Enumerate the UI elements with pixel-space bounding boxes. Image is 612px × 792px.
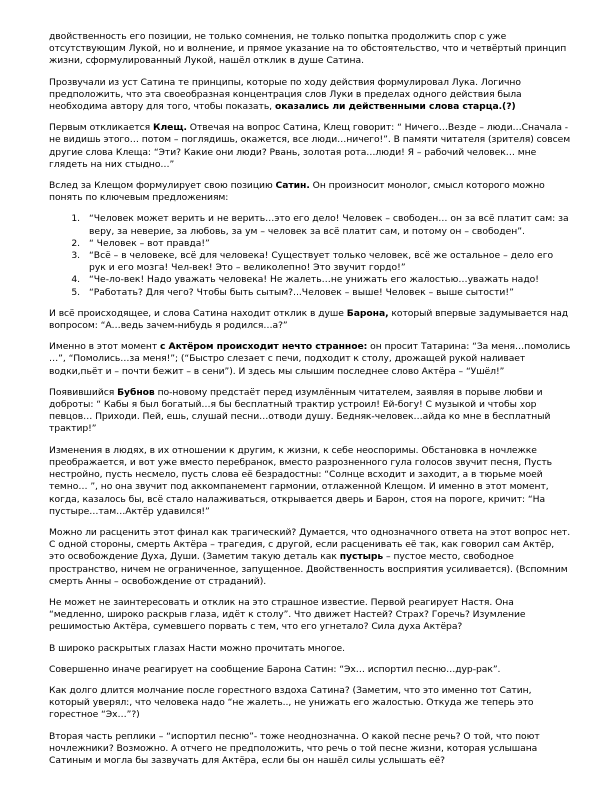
paragraph-text: Вторая часть реплики – “испортил песню”- тоже неоднозначна. О какой песне речь? О той, что поют ночлежники? Возможно. А отчего не предположить, что речь о той песне жизни, которая услышана Сатиным и могла бы зазвучать для Актёра, если бы он нашёл силы услышать её? (49, 730, 540, 766)
paragraph-p10 (49, 597, 571, 634)
text-section-before-list (49, 31, 571, 204)
paragraph-text: Не может не заинтересовать и отклик на это страшное известие. Первой реагирует Настя. Она “медленно, широко раскрыв глаза, идёт к столу”. Что движет Настей? Страх? Горечь? Изумление решимостью Актёра, сумевшего порвать с тем, что его угнетало? Сила духа Актёра? (49, 596, 526, 633)
paragraph-text: И всё происходящее, и слова Сатина находит отклик в душе (49, 307, 347, 319)
paragraph-text: Появившийся (49, 386, 118, 398)
list-item: 3. “Всё – в человеке, всё для человека! Существует только человек, всё же остальное – дело его рук и его мозга! Чел-век! Это – великолепно! Это звучит гордо!” (83, 250, 571, 274)
paragraph-p6 (49, 341, 571, 378)
paragraph-p3 (49, 122, 571, 171)
paragraph-text: Он произносит монолог, смысл которого можно понять по ключевым предложениям: (49, 180, 545, 204)
bold-text: Сатин. (275, 180, 310, 192)
bold-text: Клещ. (153, 122, 187, 134)
list-item: 2. “ Человек – вот правда!” (83, 238, 571, 250)
paragraph-text: Можно ли расценить этот финал как трагический? Думается, что однозначного ответа на этот вопрос нет. С одной стороны, смерть Актёра – трагедия, с другой, если расценивать её так, как говорил сам Актёр, это освобождение Духа, Души. (Заметим такую деталь как (49, 526, 571, 563)
paragraph-text: Именно в этот момент (49, 341, 160, 353)
paragraph-text: двойственность его позиции, не только сомнения, не только попытка продолжить спор с уже отсутствующим Лукой, но и волнение, и прямое указание на то обстоятельство, что и четвёртый принцип жизни, сформулированный Лукой, нашёл отклик в душе Сатина. (49, 31, 567, 67)
bold-text: Барона, (346, 307, 389, 319)
paragraph-text: Изменения в людях, в их отношении к другим, к жизни, к себе неоспоримы. Обстановка в ночлежке преображается, и вот уже вместо перебранок, вместо разрозненного гула голосов звучит песня, Пусть нестройно, пусть несмело, пусть слова её безрадостны: “Солнце всходит и заходит, а в тюрьме моей темно… ”, но она звучит под аккомпанемент гармонии, отлаженной Клещом. И именно в этот момент, когда, казалось бы, всё стало налаживаться, открывается дверь и Барон, стоя на пороге, кричит: “На пустыре…там…Актёр удавился!” (49, 444, 553, 517)
paragraph-p12 (49, 664, 571, 676)
key-sentences-list (49, 213, 571, 298)
bold-text: оказались ли действенными слова старца.(?) (274, 101, 516, 113)
paragraph-text: Совершенно иначе реагирует на сообщение Барона Сатин: “Эх… испортил песню…дур-рак”. (49, 663, 501, 675)
paragraph-text: который впервые задумывается над вопросом: “А…ведь зачем-нибудь я родился…а?” (49, 307, 569, 332)
paragraph-p2 (49, 77, 571, 114)
paragraph-p13 (49, 685, 571, 722)
paragraph-p9 (49, 527, 571, 588)
text-section-after-list (49, 308, 571, 767)
bold-text: с Актёром происходит нечто странное: (160, 341, 368, 353)
paragraph-p4 (49, 180, 571, 204)
bold-text: пустырь (339, 551, 384, 563)
list-item: 4. “Че-ло-век! Надо уважать человека! Не жалеть…не унижать его жалостью…уважать надо! (83, 274, 571, 286)
paragraph-p1 (49, 31, 571, 68)
list-item: 5. “Работать? Для чего? Чтобы быть сытым?...Человек – выше! Человек – выше сытости!” (83, 287, 571, 299)
paragraph-text: Отвечая на вопрос Сатина, Клещ говорит: “ Ничего…Везде – люди…Сначала - не видишь этого… потом – поглядишь, окажется, все люди…ничего!”. В памяти читателя (зрителя) совсем другие слова Клеща: “Эти? Какие они люди? Рвань, золотая рота…люди! Я – рабочий человек… мне глядеть на них стыдно…” (49, 122, 571, 170)
paragraph-p11 (49, 643, 571, 655)
bold-text: Бубнов (117, 386, 155, 398)
paragraph-text: – пустое место, свободное пространство, ничем не ограниченное, запущенное. Двойственность восприятия усиливается). (Вспомним смерть Анны – освобождение от страданий). (49, 551, 568, 587)
paragraph-text: Прозвучали из уст Сатина те принципы, которые по ходу действия формулировал Лука. Логично предположить, что эта своеобразная концентрация слов Луки в пределах одного действия была необходима автору для того, чтобы показать, (49, 76, 522, 113)
list-item: 1. “Человек может верить и не верить…это его дело! Человек – свободен… он за всё платит сам: за веру, за неверие, за любовь, за ум – человек за всё платит сам, и потому он – свободен”. (83, 213, 571, 237)
paragraph-p14 (49, 731, 571, 768)
paragraph-p8 (49, 445, 571, 518)
paragraph-text: Первым откликается (49, 122, 154, 134)
paragraph-text: по-новому предстаёт перед изумлённым читателем, заявляя в порыве любви и доброты: “ Кабы я был богатый…я бы бесплатный трактир устроил! Ей-богу! С музыкой и чтобы хор певцов… Приходи. Пей, ешь, слушай песни…отводи душу. Бедняк-человек…айда ко мне в бесплатный трактир!” (49, 386, 551, 435)
paragraph-text: Как долго длится молчание после горестного вздоха Сатина? (Заметим, что это именно тот Сатин, который уверял:, что человека надо “не жалеть.., не унижать его жалостью. Откуда же теперь это горестное “Эх…”?) (49, 684, 534, 721)
paragraph-p7 (49, 387, 571, 436)
paragraph-p5 (49, 308, 571, 332)
paragraph-text: он просит Татарина: “За меня…помолись …”, “Помолись…за меня!”; (“Быстро слезает с печи, подходит к столу, дрожащей рукой наливает водки,пьёт и – почти бежит – в сени”). И здесь мы слышим последнее слово Актёра – “Ушёл!” (49, 341, 571, 377)
paragraph-text: Вслед за Клещом формулирует свою позицию (49, 180, 276, 192)
paragraph-text: В широко раскрытых глазах Насти можно прочитать многое. (49, 642, 346, 654)
